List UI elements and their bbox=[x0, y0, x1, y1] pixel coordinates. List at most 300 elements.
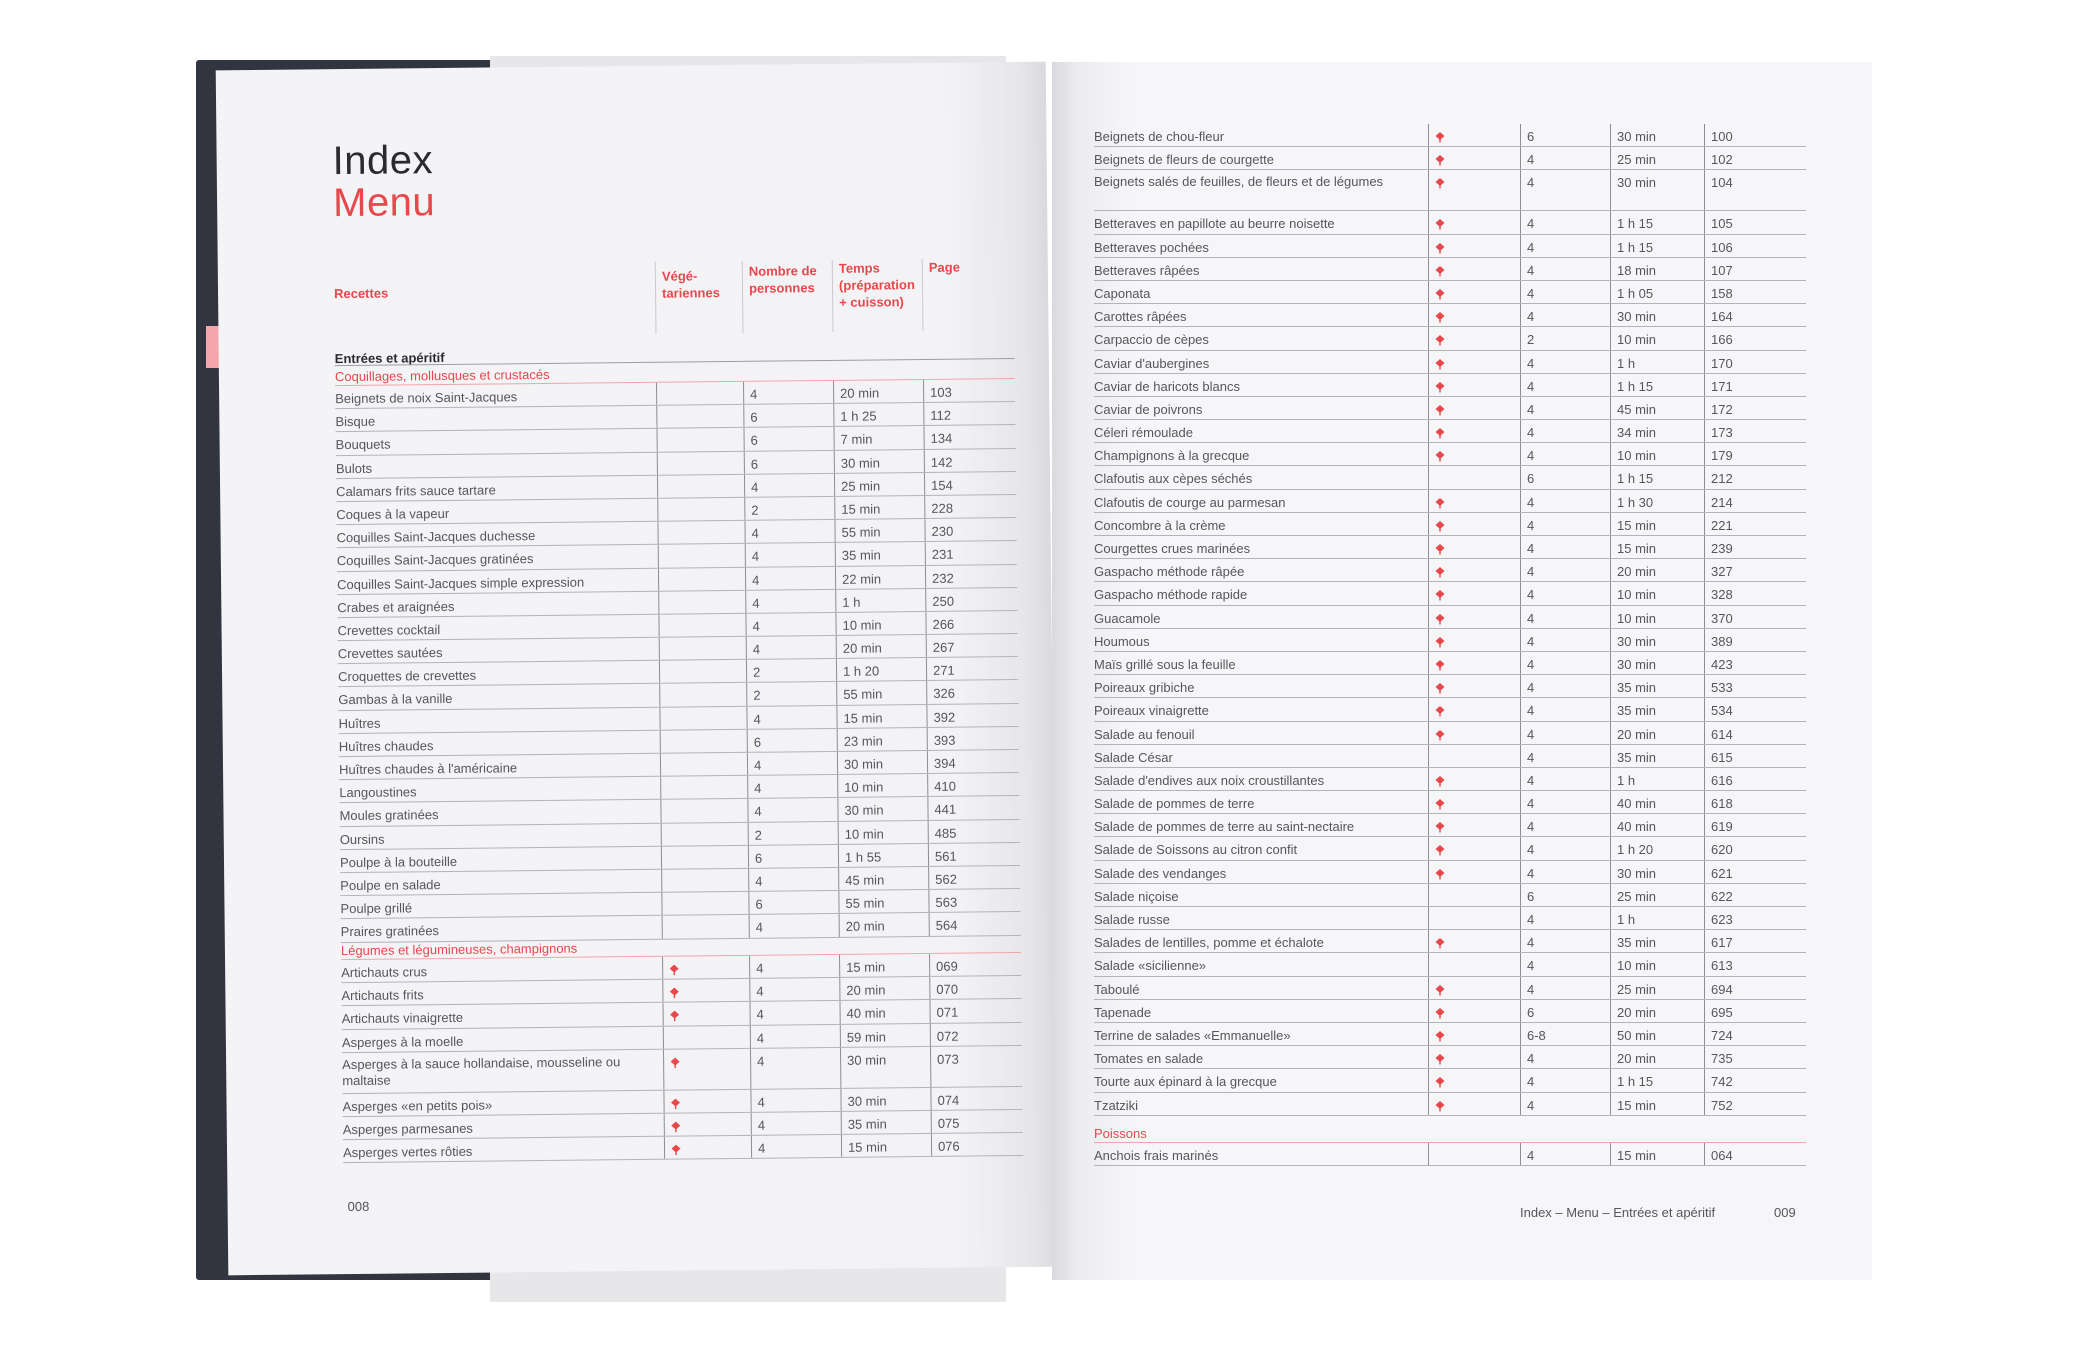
time-cell: 35 min bbox=[1610, 930, 1704, 952]
table-row bbox=[1094, 258, 1806, 281]
page-cell: 563 bbox=[928, 889, 1020, 912]
recipe-table bbox=[335, 379, 1021, 943]
page-cell: 615 bbox=[1704, 745, 1806, 767]
vegetarian-cell bbox=[663, 1025, 750, 1048]
servings-cell: 4 bbox=[1520, 953, 1610, 975]
page-cell: 327 bbox=[1704, 559, 1806, 581]
time-cell: 10 min bbox=[1610, 953, 1704, 975]
servings-cell: 4 bbox=[750, 1089, 840, 1112]
time-cell: 30 min bbox=[840, 1047, 930, 1088]
veg-mark-icon bbox=[1435, 359, 1445, 369]
veg-mark-icon bbox=[1435, 132, 1445, 142]
recipe-name: Bouquets bbox=[335, 436, 391, 453]
vegetarian-cell bbox=[657, 521, 744, 544]
page-cell: 724 bbox=[1704, 1023, 1806, 1045]
vegetarian-cell bbox=[1428, 814, 1520, 836]
vegetarian-cell bbox=[1428, 1143, 1520, 1165]
time-cell: 1 h 25 bbox=[833, 403, 923, 426]
page-cell: 534 bbox=[1704, 698, 1806, 720]
recipe-name: Salade russe bbox=[1094, 912, 1170, 927]
servings-cell: 4 bbox=[748, 868, 838, 891]
veg-mark-icon bbox=[1435, 266, 1445, 276]
recipe-name: Concombre à la crème bbox=[1094, 517, 1226, 533]
servings-cell: 4 bbox=[1520, 698, 1610, 720]
page-cell: 142 bbox=[924, 449, 1016, 472]
time-cell: 20 min bbox=[833, 380, 923, 403]
page-cell: 266 bbox=[925, 611, 1017, 634]
recipe-name: Bisque bbox=[335, 413, 376, 430]
time-cell: 20 min bbox=[836, 635, 926, 658]
servings-cell: 2 bbox=[746, 659, 836, 682]
time-cell: 30 min bbox=[1610, 170, 1704, 210]
header-divider bbox=[832, 260, 834, 332]
header-page: Page bbox=[928, 259, 960, 275]
servings-cell: 4 bbox=[745, 590, 835, 613]
servings-cell: 2 bbox=[1520, 327, 1610, 349]
recipe-name: Asperges à la sauce hollandaise, mousseline ou maltaise bbox=[342, 1053, 621, 1088]
servings-cell: 4 bbox=[751, 1135, 841, 1158]
recipe-name: Huîtres bbox=[338, 715, 381, 731]
page-cell: 533 bbox=[1704, 675, 1806, 697]
recipe-name: Carpaccio de cèpes bbox=[1094, 332, 1209, 348]
recipe-name: Salade de Soissons au citron confit bbox=[1094, 842, 1298, 858]
table-row bbox=[1094, 351, 1806, 374]
table-row bbox=[1094, 536, 1806, 559]
vegetarian-cell bbox=[1428, 582, 1520, 604]
time-cell: 30 min bbox=[1610, 652, 1704, 674]
vegetarian-cell bbox=[661, 822, 748, 845]
page-cell: 392 bbox=[926, 704, 1018, 727]
time-cell: 59 min bbox=[840, 1024, 930, 1047]
time-cell: 1 h 30 bbox=[1610, 490, 1704, 512]
vegetarian-cell bbox=[657, 451, 744, 474]
time-cell: 30 min bbox=[840, 1088, 930, 1111]
servings-cell: 4 bbox=[1520, 351, 1610, 373]
recipe-name: Salade de pommes de terre bbox=[1094, 796, 1255, 812]
recipe-name: Caviar de poivrons bbox=[1094, 401, 1203, 417]
time-cell: 55 min bbox=[838, 890, 928, 913]
servings-cell: 4 bbox=[1520, 304, 1610, 326]
servings-cell: 4 bbox=[1520, 281, 1610, 303]
table-row bbox=[1094, 147, 1806, 170]
recipe-name: Calamars frits sauce tartare bbox=[336, 482, 496, 499]
recipe-name: Artichauts vinaigrette bbox=[341, 1010, 464, 1027]
servings-cell: 4 bbox=[751, 1112, 841, 1135]
page-cell: 230 bbox=[924, 518, 1016, 541]
vegetarian-cell bbox=[657, 475, 744, 498]
recipe-name: Anchois frais marinés bbox=[1094, 1148, 1219, 1163]
recipe-name: Praires gratinées bbox=[340, 923, 440, 940]
table-row bbox=[1094, 397, 1806, 420]
table-row bbox=[1094, 513, 1806, 536]
vegetarian-cell bbox=[659, 637, 746, 660]
veg-mark-icon bbox=[1435, 1101, 1445, 1111]
vegetarian-cell bbox=[1428, 420, 1520, 442]
vegetarian-cell bbox=[1428, 768, 1520, 790]
time-cell: 55 min bbox=[836, 681, 926, 704]
header-vegetarian: Végé- tariennes bbox=[661, 268, 720, 301]
page-cell: 102 bbox=[1704, 147, 1806, 169]
servings-cell: 4 bbox=[1520, 235, 1610, 257]
servings-cell: 4 bbox=[1520, 211, 1610, 233]
page-cell: 228 bbox=[924, 495, 1016, 518]
table-row bbox=[1094, 675, 1806, 698]
veg-mark-icon bbox=[1435, 451, 1445, 461]
subcategory-heading: Coquillages, mollusques et crustacés bbox=[334, 366, 550, 385]
table-row bbox=[342, 1046, 1022, 1094]
page-cell: 231 bbox=[925, 541, 1017, 564]
time-cell: 35 min bbox=[841, 1111, 931, 1134]
recipe-name: Beignets de fleurs de courgette bbox=[1094, 152, 1274, 168]
servings-cell: 4 bbox=[749, 978, 839, 1001]
recipe-name: Guacamole bbox=[1094, 610, 1161, 626]
recipe-name: Salade de pommes de terre au saint-nectaire bbox=[1094, 819, 1355, 835]
time-cell: 35 min bbox=[835, 542, 925, 565]
recipe-name: Beignets de chou-fleur bbox=[1094, 129, 1225, 144]
page-cell: 103 bbox=[923, 379, 1015, 402]
servings-cell: 4 bbox=[750, 1024, 840, 1047]
table-row bbox=[1094, 443, 1806, 466]
veg-mark-icon bbox=[1435, 243, 1445, 253]
time-cell: 15 min bbox=[836, 705, 926, 728]
servings-cell: 4 bbox=[747, 798, 837, 821]
page-cell: 267 bbox=[926, 634, 1018, 657]
table-row bbox=[1094, 698, 1806, 721]
servings-cell: 6 bbox=[744, 450, 834, 473]
recipe-table bbox=[341, 953, 1023, 1163]
recipe-name: Langoustines bbox=[339, 784, 417, 801]
recipe-name: Coquilles Saint-Jacques gratinées bbox=[336, 551, 534, 569]
servings-cell: 4 bbox=[749, 914, 839, 937]
recipe-name: Salade des vendanges bbox=[1094, 865, 1227, 881]
vegetarian-cell bbox=[1428, 235, 1520, 257]
vegetarian-cell bbox=[656, 405, 743, 428]
time-cell: 15 min bbox=[1610, 1093, 1704, 1115]
veg-mark-icon bbox=[1435, 428, 1445, 438]
running-footer: Index – Menu – Entrées et apéritif bbox=[1520, 1205, 1716, 1220]
page-cell: 423 bbox=[1704, 652, 1806, 674]
page-subtitle: Menu bbox=[332, 180, 436, 226]
table-row bbox=[1094, 953, 1806, 976]
vegetarian-cell bbox=[658, 591, 745, 614]
vegetarian-cell bbox=[1428, 211, 1520, 233]
servings-cell: 4 bbox=[746, 636, 836, 659]
servings-cell: 4 bbox=[1520, 1093, 1610, 1115]
recipe-name: Beignets de noix Saint-Jacques bbox=[335, 389, 518, 407]
recipe-name: Coquilles Saint-Jacques simple expression bbox=[337, 574, 585, 592]
vegetarian-cell bbox=[1428, 124, 1520, 146]
servings-cell: 4 bbox=[1520, 606, 1610, 628]
vegetarian-cell bbox=[1428, 258, 1520, 280]
vegetarian-cell bbox=[1428, 304, 1520, 326]
table-row bbox=[1094, 1069, 1806, 1092]
recipe-name: Carottes râpées bbox=[1094, 309, 1187, 325]
vegetarian-cell bbox=[1428, 930, 1520, 952]
page-cell: 232 bbox=[925, 565, 1017, 588]
recipe-name: Houmous bbox=[1094, 633, 1150, 649]
page-cell: 069 bbox=[929, 953, 1021, 976]
recipe-name: Tapenade bbox=[1094, 1004, 1152, 1020]
recipe-name: Coques à la vapeur bbox=[336, 505, 450, 523]
recipe-name: Gambas à la vanille bbox=[338, 691, 453, 708]
table-row bbox=[1094, 861, 1806, 884]
time-cell: 18 min bbox=[1610, 258, 1704, 280]
page-cell: 104 bbox=[1704, 170, 1806, 210]
time-cell: 20 min bbox=[839, 977, 929, 1000]
servings-cell: 4 bbox=[1520, 374, 1610, 396]
time-cell: 1 h 15 bbox=[1610, 235, 1704, 257]
servings-cell: 6 bbox=[748, 845, 838, 868]
recipe-name: Beignets salés de feuilles, de fleurs et de légumes bbox=[1094, 174, 1384, 190]
vegetarian-cell bbox=[1428, 1023, 1520, 1045]
table-row bbox=[1094, 1023, 1806, 1046]
time-cell: 20 min bbox=[1610, 722, 1704, 744]
vegetarian-cell bbox=[662, 915, 749, 938]
veg-mark-icon bbox=[1435, 1008, 1445, 1018]
page-cell: 326 bbox=[926, 680, 1018, 703]
veg-mark-icon bbox=[1435, 985, 1445, 995]
servings-cell: 6 bbox=[1520, 884, 1610, 906]
recipe-name: Clafoutis de courge au parmesan bbox=[1094, 494, 1286, 510]
servings-cell: 2 bbox=[748, 821, 838, 844]
table-row bbox=[1094, 124, 1806, 147]
page-cell: 075 bbox=[931, 1110, 1023, 1133]
veg-mark-icon bbox=[1435, 822, 1445, 832]
vegetarian-cell bbox=[1428, 652, 1520, 674]
servings-cell: 4 bbox=[1520, 837, 1610, 859]
servings-cell: 2 bbox=[744, 497, 834, 520]
table-row bbox=[1094, 977, 1806, 1000]
servings-cell: 4 bbox=[1520, 814, 1610, 836]
page-cell: 073 bbox=[930, 1046, 1022, 1087]
page-title: Index bbox=[332, 138, 434, 184]
vegetarian-cell bbox=[1428, 1069, 1520, 1091]
veg-mark-icon bbox=[1435, 590, 1445, 600]
servings-cell: 4 bbox=[1520, 513, 1610, 535]
recipe-name: Tourte aux épinard à la grecque bbox=[1094, 1074, 1277, 1090]
recipe-name: Crabes et araignées bbox=[337, 598, 455, 615]
vegetarian-cell bbox=[1428, 698, 1520, 720]
table-row bbox=[1094, 1000, 1806, 1023]
veg-mark-icon bbox=[1435, 869, 1445, 879]
vegetarian-cell bbox=[661, 892, 748, 915]
servings-cell: 6-8 bbox=[1520, 1023, 1610, 1045]
table-row bbox=[1094, 768, 1806, 791]
vegetarian-cell bbox=[1428, 977, 1520, 999]
time-cell: 15 min bbox=[841, 1134, 931, 1157]
recipe-name: Salade «sicilienne» bbox=[1094, 958, 1207, 974]
time-cell: 1 h bbox=[835, 589, 925, 612]
recipe-name: Salade niçoise bbox=[1094, 888, 1179, 904]
page-cell: 620 bbox=[1704, 837, 1806, 859]
page-cell: 394 bbox=[927, 750, 1019, 773]
veg-mark-icon bbox=[669, 988, 679, 998]
servings-cell: 4 bbox=[1520, 861, 1610, 883]
veg-mark-icon bbox=[1435, 938, 1445, 948]
recipe-name: Crevettes cocktail bbox=[337, 621, 441, 639]
time-cell: 35 min bbox=[1610, 675, 1704, 697]
vegetarian-cell bbox=[1428, 953, 1520, 975]
table-row bbox=[1094, 281, 1806, 304]
vegetarian-cell bbox=[1428, 374, 1520, 396]
time-cell: 15 min bbox=[1610, 1143, 1704, 1165]
servings-cell: 6 bbox=[743, 404, 833, 427]
servings-cell: 4 bbox=[1520, 675, 1610, 697]
recipe-name: Courgettes crues marinées bbox=[1094, 541, 1251, 556]
vegetarian-cell bbox=[656, 382, 743, 405]
servings-cell: 4 bbox=[1520, 977, 1610, 999]
time-cell: 10 min bbox=[1610, 582, 1704, 604]
page-cell: 250 bbox=[925, 588, 1017, 611]
vegetarian-cell bbox=[663, 1090, 750, 1113]
servings-cell: 4 bbox=[750, 1001, 840, 1024]
recipe-name: Croquettes de crevettes bbox=[337, 667, 477, 685]
right-page bbox=[1052, 62, 1872, 1280]
time-cell: 34 min bbox=[1610, 420, 1704, 442]
page-cell: 370 bbox=[1704, 606, 1806, 628]
page-cell: 171 bbox=[1704, 374, 1806, 396]
time-cell: 50 min bbox=[1610, 1023, 1704, 1045]
recipe-name: Moules gratinées bbox=[339, 807, 439, 824]
time-cell: 1 h bbox=[1610, 351, 1704, 373]
page-cell: 561 bbox=[928, 843, 1020, 866]
servings-cell: 4 bbox=[1520, 629, 1610, 651]
table-row bbox=[1094, 1143, 1806, 1166]
recipe-name: Tomates en salade bbox=[1094, 1051, 1204, 1067]
veg-mark-icon bbox=[1435, 1054, 1445, 1064]
servings-cell: 2 bbox=[746, 682, 836, 705]
time-cell: 40 min bbox=[1610, 814, 1704, 836]
vegetarian-cell bbox=[1428, 745, 1520, 767]
time-cell: 1 h 15 bbox=[1610, 1069, 1704, 1091]
header-divider bbox=[922, 259, 924, 331]
time-cell: 15 min bbox=[1610, 536, 1704, 558]
page-number: 008 bbox=[347, 1198, 370, 1215]
servings-cell: 4 bbox=[746, 706, 836, 729]
vegetarian-cell bbox=[656, 428, 743, 451]
recipe-name: Champignons à la grecque bbox=[1094, 448, 1250, 464]
table-row bbox=[1094, 652, 1806, 675]
table-row bbox=[1094, 745, 1806, 768]
servings-cell: 6 bbox=[1520, 124, 1610, 146]
servings-cell: 6 bbox=[743, 427, 833, 450]
table-row bbox=[1094, 374, 1806, 397]
recipe-name: Poulpe en salade bbox=[340, 877, 441, 894]
page-cell: 694 bbox=[1704, 977, 1806, 999]
servings-cell: 4 bbox=[1520, 930, 1610, 952]
time-cell: 1 h 20 bbox=[836, 658, 926, 681]
servings-cell: 4 bbox=[1520, 745, 1610, 767]
page-cell: 617 bbox=[1704, 930, 1806, 952]
time-cell: 1 h bbox=[1610, 907, 1704, 929]
time-cell: 30 min bbox=[1610, 629, 1704, 651]
time-cell: 1 h 15 bbox=[1610, 466, 1704, 488]
vegetarian-cell bbox=[1428, 397, 1520, 419]
page-cell: 070 bbox=[929, 976, 1021, 999]
table-row bbox=[1094, 304, 1806, 327]
servings-cell: 6 bbox=[1520, 466, 1610, 488]
veg-mark-icon bbox=[670, 1057, 680, 1067]
vegetarian-cell bbox=[662, 979, 749, 1002]
servings-cell: 4 bbox=[1520, 652, 1610, 674]
vegetarian-cell bbox=[1428, 443, 1520, 465]
page-cell: 618 bbox=[1704, 791, 1806, 813]
time-cell: 15 min bbox=[834, 496, 924, 519]
recipe-name: Salade d'endives aux noix croustillantes bbox=[1094, 772, 1325, 788]
servings-cell: 4 bbox=[1520, 420, 1610, 442]
veg-mark-icon bbox=[1435, 1031, 1445, 1041]
section-title: Entrées et apéritif bbox=[334, 349, 445, 367]
recipe-name: Céleri rémoulade bbox=[1094, 425, 1193, 441]
page-cell: 105 bbox=[1704, 211, 1806, 233]
page-cell: 074 bbox=[930, 1087, 1022, 1110]
vegetarian-cell bbox=[660, 730, 747, 753]
table-row bbox=[1094, 1046, 1806, 1069]
page-cell: 071 bbox=[929, 999, 1021, 1022]
veg-mark-icon bbox=[669, 965, 679, 975]
vegetarian-cell bbox=[1428, 466, 1520, 488]
recipe-name: Gaspacho méthode rapide bbox=[1094, 587, 1248, 603]
veg-mark-icon bbox=[671, 1122, 681, 1132]
recipe-name: Gaspacho méthode râpée bbox=[1094, 564, 1245, 580]
servings-cell: 4 bbox=[1520, 907, 1610, 929]
servings-cell: 6 bbox=[747, 729, 837, 752]
vegetarian-cell bbox=[1428, 490, 1520, 512]
page-cell: 742 bbox=[1704, 1069, 1806, 1091]
vegetarian-cell bbox=[1428, 861, 1520, 883]
page-cell: 072 bbox=[930, 1023, 1022, 1046]
time-cell: 1 h 15 bbox=[1610, 374, 1704, 396]
vegetarian-cell bbox=[1428, 722, 1520, 744]
servings-cell: 4 bbox=[1520, 536, 1610, 558]
vegetarian-cell bbox=[1428, 1000, 1520, 1022]
servings-cell: 4 bbox=[744, 474, 834, 497]
recipe-name: Betteraves râpées bbox=[1094, 262, 1200, 278]
servings-cell: 6 bbox=[748, 891, 838, 914]
recipe-name: Betteraves en papillote au beurre noisette bbox=[1094, 216, 1335, 232]
time-cell: 40 min bbox=[1610, 791, 1704, 813]
table-row bbox=[1094, 930, 1806, 953]
vegetarian-cell bbox=[1428, 327, 1520, 349]
page-cell: 389 bbox=[1704, 629, 1806, 651]
header-time: Temps (préparation + cuisson) bbox=[838, 260, 915, 310]
servings-cell: 4 bbox=[1520, 582, 1610, 604]
servings-cell: 4 bbox=[1520, 170, 1610, 210]
time-cell: 20 min bbox=[1610, 1046, 1704, 1068]
recipe-table bbox=[1094, 1143, 1806, 1166]
time-cell: 1 h bbox=[1610, 768, 1704, 790]
page-cell: 100 bbox=[1704, 124, 1806, 146]
page-cell: 154 bbox=[924, 472, 1016, 495]
page-cell: 695 bbox=[1704, 1000, 1806, 1022]
vegetarian-cell bbox=[661, 846, 748, 869]
table-row bbox=[1094, 582, 1806, 605]
page-cell: 752 bbox=[1704, 1093, 1806, 1115]
recipe-name: Salade César bbox=[1094, 749, 1173, 765]
table-row bbox=[1094, 791, 1806, 814]
vegetarian-cell bbox=[660, 799, 747, 822]
veg-mark-icon bbox=[1435, 845, 1445, 855]
time-cell: 10 min bbox=[835, 612, 925, 635]
vegetarian-cell bbox=[1428, 629, 1520, 651]
time-cell: 10 min bbox=[838, 821, 928, 844]
servings-cell: 4 bbox=[749, 955, 839, 978]
time-cell: 30 min bbox=[834, 450, 924, 473]
table-row bbox=[1094, 907, 1806, 930]
table-row bbox=[1094, 327, 1806, 350]
page-cell: 622 bbox=[1704, 884, 1806, 906]
page-cell: 172 bbox=[1704, 397, 1806, 419]
